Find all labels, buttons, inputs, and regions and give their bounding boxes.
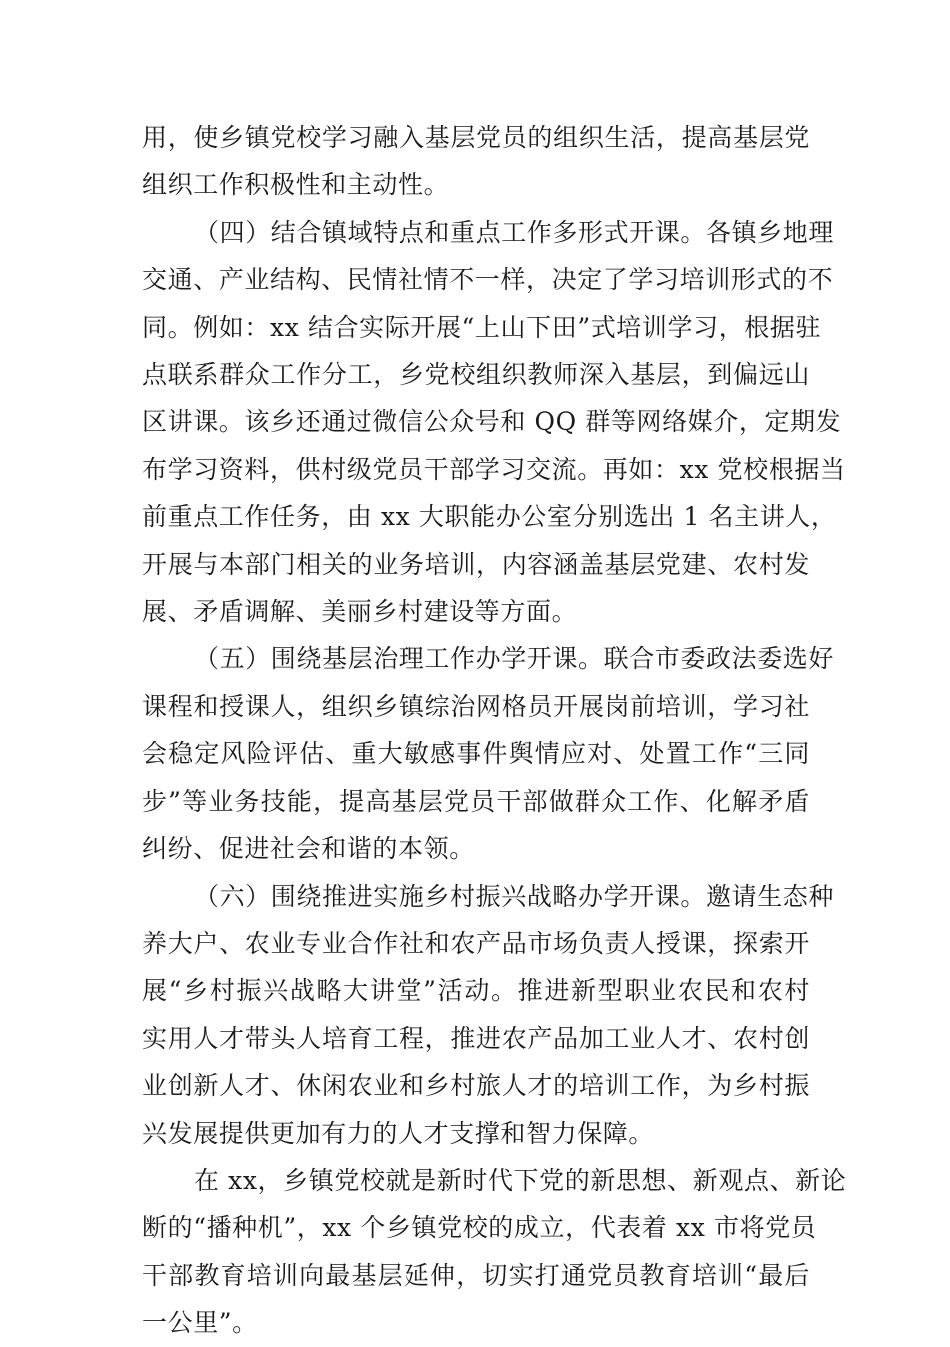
- text-line: 在 xx，乡镇党校就是新时代下党的新思想、新观点、新论: [194, 1165, 847, 1195]
- paragraph: [142, 873, 835, 1157]
- paragraph: [142, 114, 810, 209]
- text-line: 开展与本部门相关的业务培训，内容涵盖基层党建、农村发: [142, 549, 810, 579]
- text-line: 断的“播种机”，xx 个乡镇党校的成立，代表着 xx 市将党员: [142, 1213, 817, 1243]
- text-line: 步”等业务技能，提高基层党员干部做群众工作、化解矛盾: [142, 786, 810, 816]
- text-line: （六）围绕推进实施乡村振兴战略办学开课。邀请生态种: [194, 881, 835, 911]
- text-line: 展“乡村振兴战略大讲堂”活动。推进新型职业农民和农村: [142, 976, 810, 1006]
- text-line: 纠纷、促进社会和谐的本领。: [142, 834, 475, 864]
- text-line: 用，使乡镇党校学习融入基层党员的组织生活，提高基层党: [142, 123, 810, 152]
- paragraph: [142, 209, 846, 636]
- text-line: 区讲课。该乡还通过微信公众号和 QQ 群等网络媒介，定期发: [142, 407, 842, 437]
- paragraph: [142, 1157, 847, 1347]
- paragraph: [142, 635, 835, 872]
- text-line: 交通、产业结构、民情社情不一样，决定了学习培训形式的不: [142, 265, 834, 295]
- text-line: 养大户、农业专业合作社和农产品市场负责人授课，探索开: [142, 928, 810, 958]
- text-line: 课程和授课人，组织乡镇综治网格员开展岗前培训，学习社: [142, 691, 810, 721]
- text-line: （四）结合镇域特点和重点工作多形式开课。各镇乡地理: [194, 217, 835, 247]
- text-line: 同。例如：xx 结合实际开展“上山下田”式培训学习，根据驻: [142, 312, 822, 342]
- document-body: [142, 114, 847, 1347]
- text-line: 一公里”。: [142, 1308, 258, 1338]
- text-line: 展、矛盾调解、美丽乡村建设等方面。: [142, 597, 578, 627]
- text-line: 组织工作积极性和主动性。: [142, 170, 450, 200]
- text-line: 会稳定风险评估、重大敏感事件舆情应对、处置工作“三同: [142, 739, 810, 769]
- text-line: 前重点工作任务，由 xx 大职能办公室分别选出 1 名主讲人，: [142, 502, 837, 532]
- text-line: 点联系群众工作分工，乡党校组织教师深入基层，到偏远山: [142, 360, 810, 390]
- text-line: 业创新人才、休闲农业和乡村旅人才的培训工作，为乡村振: [142, 1071, 810, 1101]
- text-line: （五）围绕基层治理工作办学开课。联合市委政法委选好: [194, 644, 835, 674]
- text-line: 布学习资料，供村级党员干部学习交流。再如：xx 党校根据当: [142, 454, 846, 484]
- text-line: 实用人才带头人培育工程，推进农产品加工业人才、农村创: [142, 1023, 810, 1053]
- text-line: 兴发展提供更加有力的人才支撑和智力保障。: [142, 1118, 655, 1148]
- text-line: 干部教育培训向最基层延伸，切实打通党员教育培训“最后: [142, 1260, 810, 1290]
